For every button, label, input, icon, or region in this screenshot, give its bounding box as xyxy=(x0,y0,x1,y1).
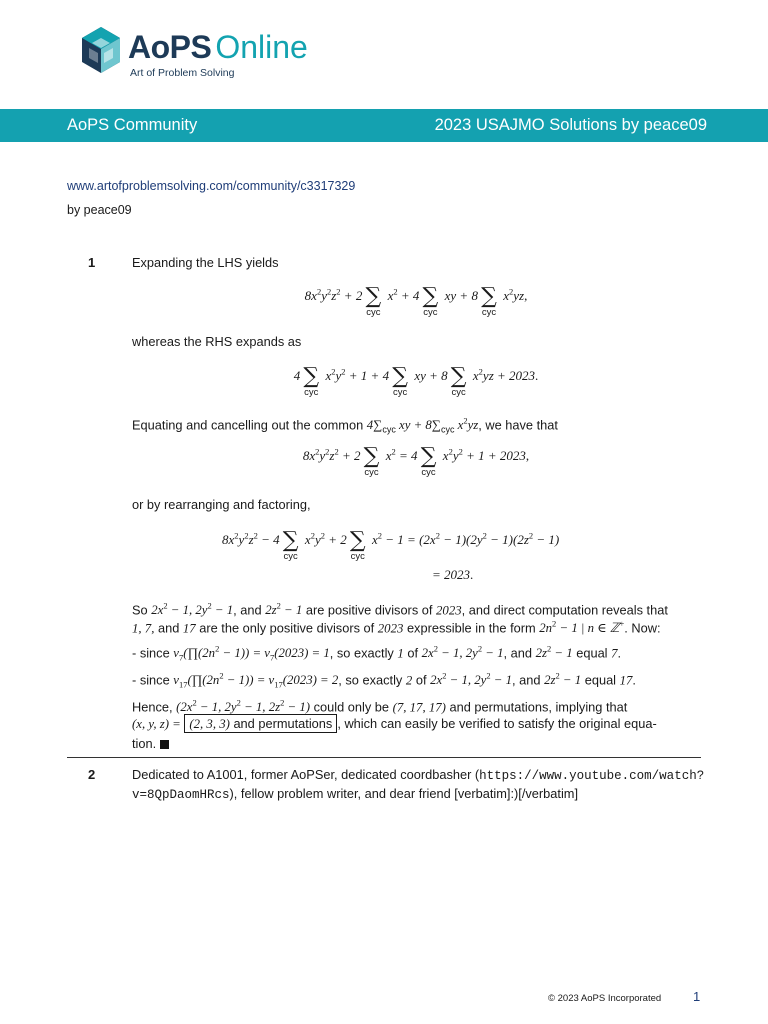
community-link[interactable]: www.artofproblemsolving.com/community/c3317329 xyxy=(67,179,356,193)
banner-document-title: 2023 USAJMO Solutions by peace09 xyxy=(434,116,707,134)
logo-brand: AoPS xyxy=(128,29,212,65)
solution-text: - since $v_7(\prod(2n^2 - 1)) = v_7(2023) = 1$, so exactly 1 of $2x^2 - 1$, $2y^2 - 1$, and $2z^2 - 1$ equal 7. xyxy=(132,644,622,663)
solution-text: (x, y, z) = (2, 3, 3) and permutations , which can easily be verified to satisfy the original equa- xyxy=(132,716,657,731)
solution-text: Hence, ($2x^2 - 1$, $2y^2 - 1$, $2z^2 - 1$) could only be (7, 17, 17) and permutations, implying that xyxy=(132,698,628,715)
solution-text: tion. xyxy=(132,734,700,754)
logo-product: Online xyxy=(215,29,308,65)
boxed-answer: (2, 3, 3) and permutations xyxy=(184,714,337,733)
equation-equated: $8x^2y^2z^2 + 2$ ∑ cyc $x^2 = 4$ ∑ cyc $x^2y^2 + 1 + 2023$, xyxy=(302,444,530,478)
youtube-url-cont[interactable]: v=8QpDaomHRcs xyxy=(132,788,230,802)
solution-text: - since $v_{17}(\prod(2n^2 - 1)) = v_{17}(2023) = 2$, so exactly 2 of $2x^2 - 1$, $2y^2 - 1$, and $2z^2 - 1$ equal 17. xyxy=(132,671,636,690)
qed-square-icon xyxy=(160,740,169,749)
youtube-url[interactable]: https://www.youtube.com/watch? xyxy=(479,769,705,783)
footer-copyright: © 2023 AoPS Incorporated xyxy=(548,993,662,1004)
solution-text: whereas the RHS expands as xyxy=(132,334,302,349)
problem-divider xyxy=(67,757,701,758)
equation-factored: $8x^2y^2z^2 - 4$ ∑ cyc $x^2y^2 + 2$ ∑ cyc $x^2 - 1 = (2x^2 - 1)(2y^2 - 1)(2z^2 - 1)$ xyxy=(222,528,560,562)
equation-result: = 2023. xyxy=(432,567,474,582)
solution-text: 1, 7, and 17 are the only positive divisors of 2023 expressible in the form $2n^2 - 1$ | n ∈ ℤ+. Now: xyxy=(132,619,661,636)
problem-number: 1 xyxy=(88,255,96,270)
solution-text: Equating and cancelling out the common $4\sum_{cyc}$ xy + $8\sum_{cyc}$ $x^2yz$, we have that xyxy=(132,416,558,435)
title-banner xyxy=(0,109,768,142)
banner-community: AoPS Community xyxy=(67,116,198,134)
logo-wordmark xyxy=(128,30,308,64)
author-byline: by peace09 xyxy=(67,203,132,217)
logo-tagline: Art of Problem Solving xyxy=(130,67,235,79)
aops-cube-icon xyxy=(80,26,122,74)
equation-rhs: 4 ∑ cyc $x^2y^2 + 1 + 4$ ∑ cyc xy + 8 ∑ cyc $x^2yz + 2023$. xyxy=(293,364,539,398)
solution-text: or by rearranging and factoring, xyxy=(132,497,311,512)
solution-text: Dedicated to A1001, former AoPSer, dedicated coordbasher (https://www.youtube.com/watch? xyxy=(132,767,705,783)
solution-text: So $2x^2 - 1$, $2y^2 - 1$, and $2z^2 - 1$ are positive divisors of 2023, and direct computation reveals that xyxy=(132,601,668,618)
page-number: 1 xyxy=(693,989,701,1004)
solution-text: Expanding the LHS yields xyxy=(132,255,279,270)
solution-text: v=8QpDaomHRcs), fellow problem writer, and dear friend [verbatim]:)[/verbatim] xyxy=(132,786,579,802)
problem-number: 2 xyxy=(88,767,96,782)
equation-lhs: $8x^2y^2z^2 + 2$ ∑ cyc $x^2 + 4$ ∑ cyc xy + 8 ∑ cyc $x^2yz$, xyxy=(304,284,528,318)
aops-logo[interactable] xyxy=(80,26,340,82)
